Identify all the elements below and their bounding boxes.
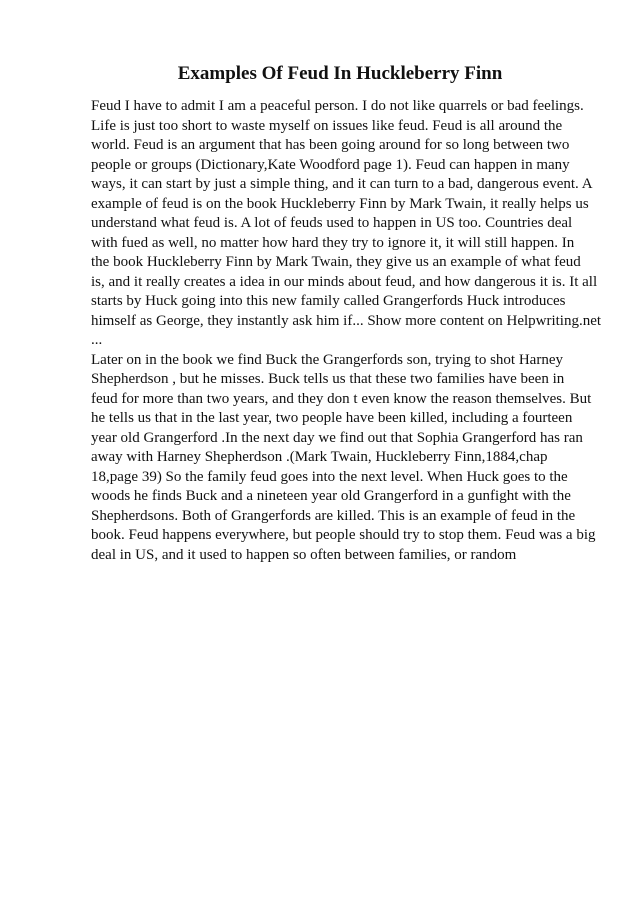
body-line: 18,page 39) So the family feud goes into the next level. When Huck goes to the xyxy=(91,468,568,485)
body-line: the book Huckleberry Finn by Mark Twain, they give us an example of what feud xyxy=(91,254,581,270)
body-line: he tells us that in the last year, two people have been killed, including a fourteen xyxy=(91,410,573,426)
body-line: feud for more than two years, and they don t even know the reason themselves. But xyxy=(91,390,592,407)
body-line: example of feud is on the book Huckleberry Finn by Mark Twain, it really helps us xyxy=(91,195,589,212)
body-line: starts by Huck going into this new family called Grangerfords Huck introduces xyxy=(91,293,566,309)
body-line: with fued as well, no matter how hard they try to ignore it, it will still happen. In xyxy=(91,234,575,251)
body-line: Later on in the book we find Buck the Grangerfords son, trying to shot Harney xyxy=(91,351,563,368)
body-line: book. Feud happens everywhere, but people should try to stop them. Feud was a big xyxy=(91,527,596,543)
body-line: year old Grangerford .In the next day we find out that Sophia Grangerford has ran xyxy=(91,429,583,446)
body-line: Shepherdsons. Both of Grangerfords are killed. This is an example of feud in the xyxy=(91,507,576,524)
body-line: deal in US, and it used to happen so often between families, or random xyxy=(91,546,517,563)
document-body xyxy=(91,97,602,565)
document-title: Examples Of Feud In Huckleberry Finn xyxy=(177,63,503,84)
body-line: world. Feud is an argument that has been going around for so long between two xyxy=(91,137,570,153)
body-line: himself as George, they instantly ask him if... Show more content on Helpwriting.net xyxy=(91,312,602,329)
body-line: is, and it really creates a idea in our minds about feud, and how dangerous it is. It all xyxy=(91,273,598,290)
body-line: understand what feud is. A lot of feuds used to happen in US too. Countries deal xyxy=(91,215,573,231)
body-line: ... xyxy=(91,332,103,348)
body-line: away with Harney Shepherdson .(Mark Twain, Huckleberry Finn,1884,chap xyxy=(91,449,548,465)
body-line: Feud I have to admit I am a peaceful person. I do not like quarrels or bad feelings. xyxy=(91,98,584,114)
body-line: Life is just too short to waste myself on issues like feud. Feud is all around the xyxy=(91,117,563,134)
body-line: Shepherdson , but he misses. Buck tells us that these two families have been in xyxy=(91,371,565,387)
body-line: people or groups (Dictionary,Kate Woodford page 1). Feud can happen in many xyxy=(91,156,570,173)
body-line: woods he finds Buck and a nineteen year old Grangerford in a gunfight with the xyxy=(91,488,571,504)
body-line: ways, it can start by just a simple thing, and it can turn to a bad, dangerous event. A xyxy=(91,176,593,192)
